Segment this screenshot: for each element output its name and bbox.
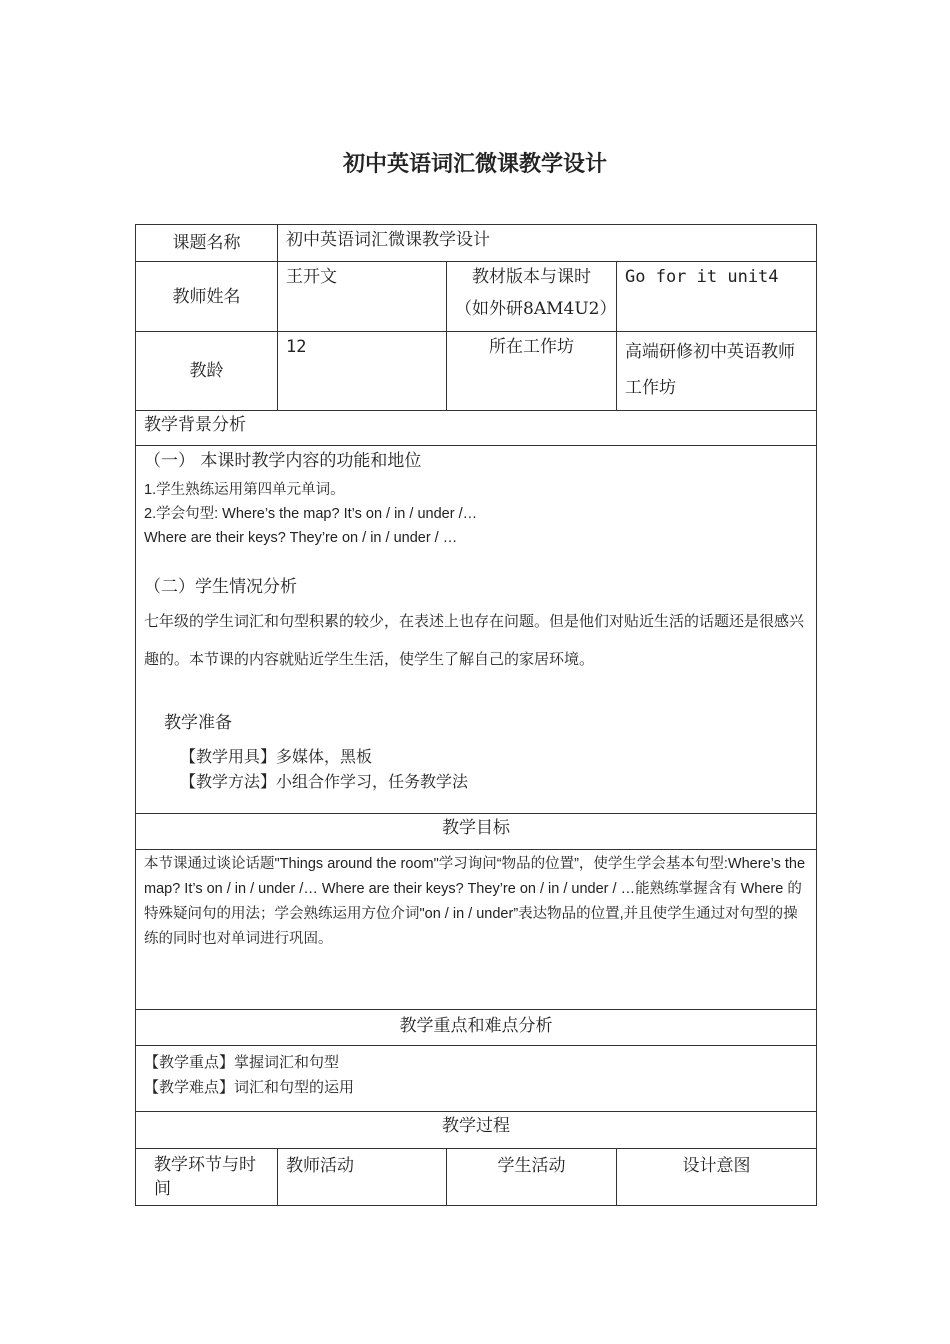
part2-text: 七年级的学生词汇和句型积累的较少，在表述上也存在问题。但是他们对贴近生活的话题还是很感兴趣的。本节课的内容就贴近学生生活，使学生了解自己的家居环境。 bbox=[144, 612, 805, 668]
process-col-student: 学生活动 bbox=[447, 1149, 617, 1206]
part1-title: （一） 本课时教学内容的功能和地位 bbox=[144, 451, 422, 471]
edition-value: Go for it unit4 bbox=[617, 262, 817, 332]
row-keypoints-heading bbox=[136, 1010, 817, 1046]
teacher-value: 王开文 bbox=[278, 262, 447, 332]
age-value: 12 bbox=[278, 332, 447, 411]
row-course bbox=[136, 225, 817, 262]
objectives-text: 本节课通过谈论话题"Things around the room"学习询问“物品的位置”，使学生学会基本句型:Where’s the map? It’s on / in / under /… Where are their keys? They’re on / in / under / …能熟练掌握含有 Where 的特殊疑问句的用法；学会熟练运用方位介词"on / in / under”表达物品的位置,并且使学生通过对句型的操练的同时也对单词进行巩固。 bbox=[136, 850, 817, 1010]
objectives-heading: 教学目标 bbox=[136, 814, 817, 850]
row-background-heading bbox=[136, 411, 817, 446]
row-keypoints-body bbox=[136, 1046, 817, 1112]
edition-note: （如外研8AM4U2） bbox=[455, 299, 617, 319]
row-age bbox=[136, 332, 817, 411]
edition-cell bbox=[447, 262, 617, 332]
prep-tools: 【教学用具】多媒体，黑板 bbox=[180, 747, 373, 766]
row-teacher bbox=[136, 262, 817, 332]
page-title: 初中英语词汇微课教学设计 bbox=[342, 151, 607, 177]
prep-method: 【教学方法】小组合作学习，任务教学法 bbox=[180, 772, 469, 791]
part2-title: （二）学生情况分析 bbox=[144, 577, 297, 597]
row-process-columns bbox=[136, 1149, 817, 1206]
edition-label: 教材版本与课时 bbox=[472, 267, 591, 287]
background-heading: 教学背景分析 bbox=[136, 411, 817, 446]
keypoints-heading: 教学重点和难点分析 bbox=[136, 1010, 817, 1046]
row-objectives-body bbox=[136, 850, 817, 1010]
process-heading: 教学过程 bbox=[136, 1112, 817, 1149]
workshop-value: 高端研修初中英语教师工作坊 bbox=[617, 332, 817, 411]
process-col-stage: 教学环节与时间 bbox=[136, 1149, 278, 1206]
course-value: 初中英语词汇微课教学设计 bbox=[278, 225, 817, 262]
part1-line-1: 1.学生熟练运用第四单元单词。 bbox=[144, 482, 345, 498]
lesson-design-table bbox=[135, 224, 817, 1206]
process-col-intent: 设计意图 bbox=[617, 1149, 817, 1206]
course-label: 课题名称 bbox=[136, 225, 278, 262]
process-col-teacher: 教师活动 bbox=[278, 1149, 447, 1206]
teacher-label: 教师姓名 bbox=[136, 262, 278, 332]
keypoint-difficulty: 【教学难点】词汇和句型的运用 bbox=[144, 1078, 355, 1096]
row-background-body bbox=[136, 446, 817, 814]
age-label: 教龄 bbox=[136, 332, 278, 411]
keypoint-focus: 【教学重点】掌握词汇和句型 bbox=[144, 1053, 340, 1071]
part1-line-3: Where are their keys? They’re on / in / under / … bbox=[144, 530, 458, 546]
background-body bbox=[136, 446, 817, 814]
prep-title: 教学准备 bbox=[164, 713, 232, 733]
row-objectives-heading bbox=[136, 814, 817, 850]
workshop-label: 所在工作坊 bbox=[447, 332, 617, 411]
part1-line-2: 2.学会句型: Where’s the map? It’s on / in / under /… bbox=[144, 506, 478, 522]
keypoints-body bbox=[136, 1046, 817, 1112]
row-process-heading bbox=[136, 1112, 817, 1149]
